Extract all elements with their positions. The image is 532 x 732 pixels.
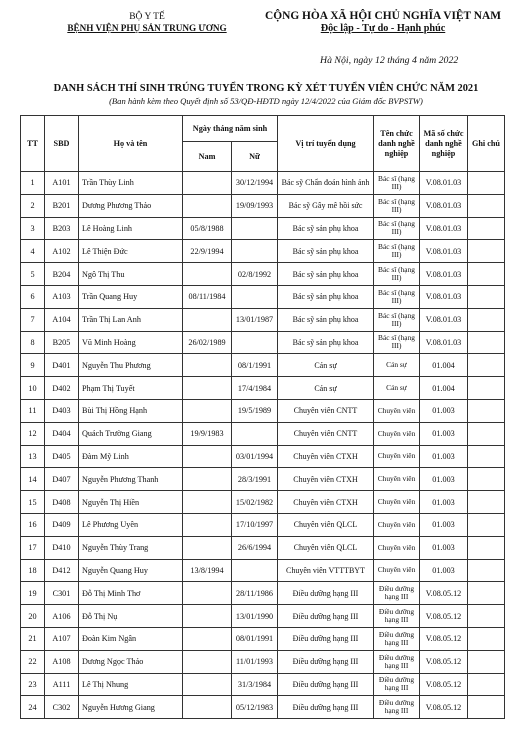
cell-dob-male [183,194,232,217]
cell-name: Đỗ Thị Nụ [79,605,183,628]
cell-code: V.08.05.12 [420,605,468,628]
cell-position: Chuyên viên CTXH [278,445,374,468]
col-header-female: Nữ [232,142,278,172]
cell-name: Bùi Thị Hồng Hạnh [79,399,183,422]
cell-title: Chuyên viên [374,399,420,422]
cell-note [468,240,505,263]
cell-code: 01.003 [420,445,468,468]
cell-note [468,627,505,650]
cell-note [468,354,505,377]
cell-code: V.08.05.12 [420,627,468,650]
cell-dob-female [232,559,278,582]
cell-position: Chuyên viên QLCL [278,536,374,559]
cell-name: Nguyễn Thu Phương [79,354,183,377]
cell-sbd: A107 [45,627,79,650]
cell-stt: 16 [21,513,45,536]
cell-dob-female [232,285,278,308]
cell-name: Lê Phương Uyên [79,513,183,536]
cell-sbd: A106 [45,605,79,628]
cell-title: Điều dưỡng hạng III [374,673,420,696]
cell-title: Bác sĩ (hạng III) [374,240,420,263]
cell-title: Bác sĩ (hạng III) [374,263,420,286]
col-header-title: Tên chức danh nghề nghiệp [374,116,420,172]
cell-note [468,377,505,400]
table-row [21,240,505,263]
cell-position: Bác sỹ sản phụ khoa [278,217,374,240]
cell-name: Nguyễn Thị Hiền [79,491,183,514]
cell-note [468,513,505,536]
col-header-stt: TT [21,116,45,172]
col-header-name: Họ và tên [79,116,183,172]
cell-code: 01.003 [420,399,468,422]
cell-dob-male [183,308,232,331]
table-row [21,491,505,514]
cell-dob-male [183,377,232,400]
candidate-table [20,115,505,719]
document-subtitle: (Ban hành kèm theo Quyết định số 53/QĐ-HĐTD ngày 12/4/2022 của Giám đốc BVPSTW) [109,96,423,106]
cell-code: V.08.05.12 [420,673,468,696]
cell-stt: 9 [21,354,45,377]
cell-dob-female: 28/3/1991 [232,468,278,491]
national-motto: Độc lập - Tự do - Hạnh phúc [320,23,446,34]
cell-stt: 24 [21,696,45,719]
cell-code: V.08.05.12 [420,696,468,719]
cell-position: Chuyên viên VTTTBYT [278,559,374,582]
cell-code: 01.004 [420,377,468,400]
cell-name: Ngô Thị Thu [79,263,183,286]
cell-sbd: A101 [45,172,79,195]
table-row [21,422,505,445]
cell-position: Bác sỹ sản phụ khoa [278,240,374,263]
cell-position: Chuyên viên QLCL [278,513,374,536]
table-row [21,263,505,286]
cell-note [468,445,505,468]
cell-dob-female: 05/12/1983 [232,696,278,719]
cell-dob-female: 26/6/1994 [232,536,278,559]
cell-stt: 8 [21,331,45,354]
cell-code: V.08.01.03 [420,172,468,195]
cell-sbd: C302 [45,696,79,719]
cell-dob-male [183,468,232,491]
table-row [21,354,505,377]
cell-name: Quách Trường Giang [79,422,183,445]
cell-sbd: D412 [45,559,79,582]
cell-position: Điều dưỡng hạng III [278,582,374,605]
table-row [21,331,505,354]
cell-title: Điều dưỡng hạng III [374,582,420,605]
cell-dob-female: 15/02/1982 [232,491,278,514]
cell-name: Dương Phương Thảo [79,194,183,217]
cell-title: Chuyên viên [374,559,420,582]
cell-note [468,172,505,195]
col-header-dob: Ngày tháng năm sinh [183,116,278,142]
cell-dob-male: 05/8/1988 [183,217,232,240]
cell-stt: 7 [21,308,45,331]
cell-dob-male [183,172,232,195]
cell-dob-male [183,650,232,673]
cell-stt: 4 [21,240,45,263]
cell-code: V.08.01.03 [420,263,468,286]
cell-note [468,194,505,217]
cell-position: Chuyên viên CNTT [278,422,374,445]
cell-position: Điều dưỡng hạng III [278,696,374,719]
cell-dob-female: 13/01/1990 [232,605,278,628]
table-row [21,696,505,719]
cell-note [468,559,505,582]
cell-sbd: D408 [45,491,79,514]
cell-stt: 18 [21,559,45,582]
cell-stt: 2 [21,194,45,217]
cell-name: Phạm Thị Tuyết [79,377,183,400]
cell-note [468,582,505,605]
cell-name: Nguyễn Hương Giang [79,696,183,719]
table-row [21,172,505,195]
cell-note [468,673,505,696]
cell-name: Trần Quang Huy [79,285,183,308]
cell-title: Chuyên viên [374,536,420,559]
cell-position: Bác sỹ sản phụ khoa [278,263,374,286]
table-row [21,285,505,308]
cell-name: Nguyễn Phương Thanh [79,468,183,491]
cell-title: Bác sĩ (hạng III) [374,194,420,217]
cell-name: Lê Thị Nhung [79,673,183,696]
cell-sbd: B203 [45,217,79,240]
cell-dob-female: 19/5/1989 [232,399,278,422]
cell-code: V.08.01.03 [420,240,468,263]
cell-title: Bác sĩ (hạng III) [374,172,420,195]
cell-name: Vũ Minh Hoàng [79,331,183,354]
issuer-block [62,12,232,33]
cell-dob-male [183,627,232,650]
cell-position: Điều dưỡng hạng III [278,627,374,650]
cell-note [468,331,505,354]
cell-dob-male [183,513,232,536]
cell-dob-female: 17/4/1984 [232,377,278,400]
cell-note [468,468,505,491]
cell-dob-male: 26/02/1989 [183,331,232,354]
cell-name: Trần Thùy Linh [79,172,183,195]
cell-title: Bác sĩ (hạng III) [374,217,420,240]
cell-dob-female: 02/8/1992 [232,263,278,286]
cell-name: Lê Thiện Đức [79,240,183,263]
cell-code: V.08.05.12 [420,582,468,605]
cell-title: Điều dưỡng hạng III [374,605,420,628]
ministry-name: BỘ Y TẾ [129,12,165,22]
cell-note [468,399,505,422]
cell-note [468,285,505,308]
table-row [21,650,505,673]
cell-dob-male [183,582,232,605]
table-row [21,605,505,628]
cell-title: Cán sự [374,354,420,377]
cell-dob-male [183,263,232,286]
table-row [21,445,505,468]
cell-code: 01.004 [420,354,468,377]
hospital-name: BỆNH VIỆN PHỤ SẢN TRUNG ƯƠNG [67,23,227,33]
col-header-male: Nam [183,142,232,172]
cell-position: Chuyên viên CTXH [278,468,374,491]
cell-note [468,696,505,719]
cell-title: Bác sĩ (hạng III) [374,285,420,308]
table-row [21,399,505,422]
table-row [21,194,505,217]
col-header-sbd: SBD [45,116,79,172]
cell-note [468,650,505,673]
cell-stt: 15 [21,491,45,514]
cell-sbd: A102 [45,240,79,263]
cell-title: Cán sự [374,377,420,400]
cell-stt: 23 [21,673,45,696]
cell-sbd: D404 [45,422,79,445]
cell-position: Điều dưỡng hạng III [278,673,374,696]
cell-dob-female [232,217,278,240]
col-header-position: Vị trí tuyển dụng [278,116,374,172]
cell-title: Bác sĩ (hạng III) [374,308,420,331]
cell-stt: 22 [21,650,45,673]
cell-dob-male: 13/8/1994 [183,559,232,582]
cell-code: 01.003 [420,513,468,536]
cell-dob-female: 19/09/1993 [232,194,278,217]
cell-note [468,308,505,331]
cell-note [468,605,505,628]
cell-code: 01.003 [420,422,468,445]
cell-dob-male: 19/9/1983 [183,422,232,445]
cell-sbd: D403 [45,399,79,422]
cell-stt: 12 [21,422,45,445]
cell-name: Dương Ngọc Thảo [79,650,183,673]
cell-code: V.08.01.03 [420,285,468,308]
cell-name: Nguyễn Thùy Trang [79,536,183,559]
cell-dob-female: 28/11/1986 [232,582,278,605]
cell-dob-male [183,673,232,696]
cell-note [468,422,505,445]
cell-sbd: D410 [45,536,79,559]
table-row [21,217,505,240]
cell-stt: 5 [21,263,45,286]
cell-title: Chuyên viên [374,491,420,514]
table-row [21,513,505,536]
col-header-code: Mã số chức danh nghề nghiệp [420,116,468,172]
cell-code: 01.003 [420,491,468,514]
cell-position: Chuyên viên CTXH [278,491,374,514]
cell-dob-male: 08/11/1984 [183,285,232,308]
cell-title: Chuyên viên [374,468,420,491]
table-row [21,582,505,605]
cell-name: Đỗ Thị Minh Thơ [79,582,183,605]
cell-dob-male [183,399,232,422]
cell-stt: 11 [21,399,45,422]
cell-sbd: A108 [45,650,79,673]
cell-code: V.08.01.03 [420,308,468,331]
cell-sbd: B205 [45,331,79,354]
cell-dob-female: 11/01/1993 [232,650,278,673]
table-row [21,559,505,582]
cell-title: Chuyên viên [374,422,420,445]
table-row [21,627,505,650]
cell-title: Chuyên viên [374,513,420,536]
cell-dob-male: 22/9/1994 [183,240,232,263]
cell-sbd: D409 [45,513,79,536]
cell-name: Nguyễn Quang Huy [79,559,183,582]
cell-stt: 17 [21,536,45,559]
table-row [21,673,505,696]
document-title: DANH SÁCH THÍ SINH TRÚNG TUYỂN TRONG KỲ XÉT TUYỂN VIÊN CHỨC NĂM 2021 [53,83,479,94]
col-header-note: Ghi chú [468,116,505,172]
cell-dob-male [183,354,232,377]
cell-note [468,217,505,240]
cell-code: V.08.05.12 [420,650,468,673]
cell-position: Cán sự [278,377,374,400]
cell-dob-female: 31/3/1984 [232,673,278,696]
cell-sbd: A111 [45,673,79,696]
cell-name: Lê Hoàng Linh [79,217,183,240]
cell-dob-female: 13/01/1987 [232,308,278,331]
cell-sbd: B204 [45,263,79,286]
cell-stt: 3 [21,217,45,240]
cell-position: Bác sỹ sản phụ khoa [278,331,374,354]
cell-sbd: D407 [45,468,79,491]
cell-code: V.08.01.03 [420,194,468,217]
table-row [21,308,505,331]
cell-title: Chuyên viên [374,445,420,468]
cell-position: Bác sỹ sản phụ khoa [278,285,374,308]
cell-title: Bác sĩ (hạng III) [374,331,420,354]
cell-dob-male [183,536,232,559]
cell-dob-female: 17/10/1997 [232,513,278,536]
cell-note [468,263,505,286]
cell-position: Điều dưỡng hạng III [278,650,374,673]
cell-dob-female [232,331,278,354]
cell-sbd: D402 [45,377,79,400]
cell-sbd: A103 [45,285,79,308]
cell-position: Bác sỹ sản phụ khoa [278,308,374,331]
cell-dob-female: 03/01/1994 [232,445,278,468]
cell-name: Đàm Mỹ Linh [79,445,183,468]
cell-position: Bác sỹ Gây mê hồi sức [278,194,374,217]
nation-name: CỘNG HÒA XÃ HỘI CHỦ NGHĨA VIỆT NAM [265,10,501,22]
cell-position: Bác sỹ Chẩn đoán hình ảnh [278,172,374,195]
cell-position: Chuyên viên CNTT [278,399,374,422]
cell-name: Đoàn Kim Ngân [79,627,183,650]
cell-name: Trần Thị Lan Anh [79,308,183,331]
table-row [21,377,505,400]
cell-sbd: A104 [45,308,79,331]
cell-stt: 20 [21,605,45,628]
cell-stt: 21 [21,627,45,650]
cell-dob-female [232,240,278,263]
cell-dob-male [183,696,232,719]
cell-position: Cán sự [278,354,374,377]
cell-dob-female [232,422,278,445]
cell-dob-male [183,605,232,628]
table-row [21,468,505,491]
cell-dob-female: 30/12/1994 [232,172,278,195]
cell-sbd: D401 [45,354,79,377]
cell-code: V.08.01.03 [420,217,468,240]
cell-dob-male [183,491,232,514]
cell-code: 01.003 [420,468,468,491]
cell-code: 01.003 [420,559,468,582]
cell-dob-female: 08/01/1991 [232,627,278,650]
cell-sbd: D405 [45,445,79,468]
cell-stt: 10 [21,377,45,400]
cell-position: Điều dưỡng hạng III [278,605,374,628]
cell-stt: 14 [21,468,45,491]
cell-note [468,536,505,559]
cell-stt: 6 [21,285,45,308]
cell-title: Điều dưỡng hạng III [374,650,420,673]
cell-code: V.08.01.03 [420,331,468,354]
cell-stt: 1 [21,172,45,195]
cell-code: 01.003 [420,536,468,559]
cell-stt: 13 [21,445,45,468]
cell-title: Điều dưỡng hạng III [374,696,420,719]
cell-sbd: B201 [45,194,79,217]
cell-title: Điều dưỡng hạng III [374,627,420,650]
cell-sbd: C301 [45,582,79,605]
national-header [238,10,528,34]
cell-note [468,491,505,514]
table-row [21,536,505,559]
document-date: Hà Nội, ngày 12 tháng 4 năm 2022 [320,55,459,66]
cell-dob-male [183,445,232,468]
cell-dob-female: 08/1/1991 [232,354,278,377]
cell-stt: 19 [21,582,45,605]
